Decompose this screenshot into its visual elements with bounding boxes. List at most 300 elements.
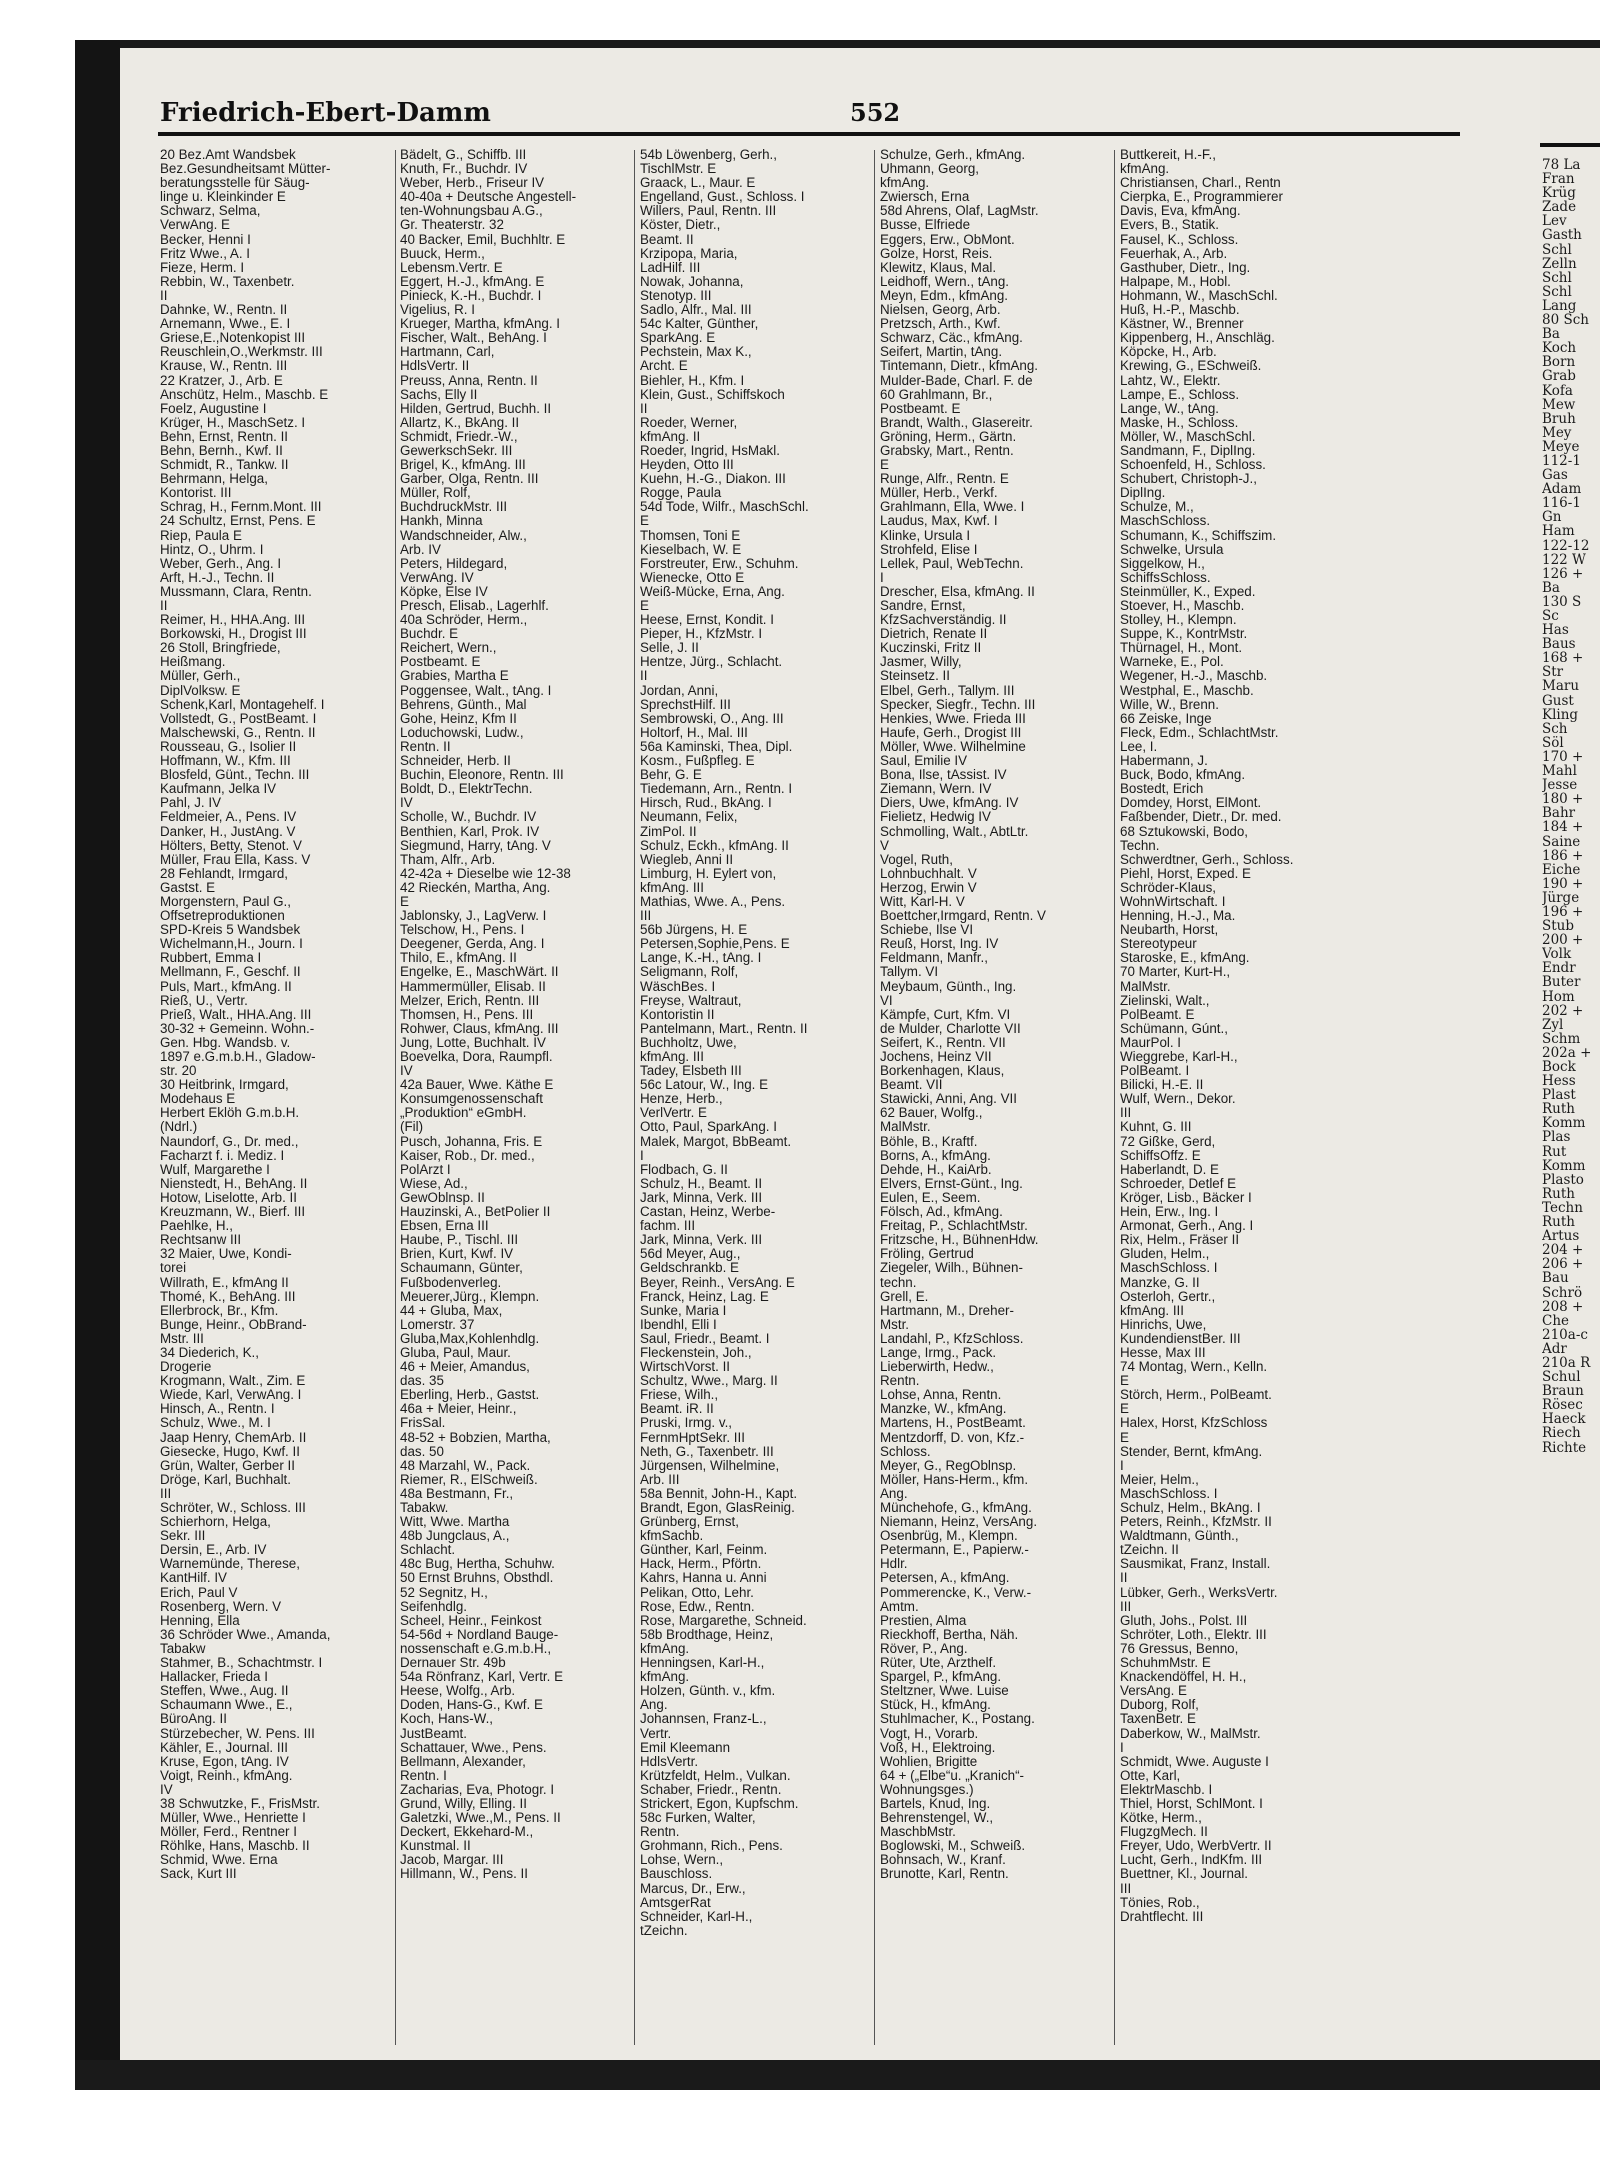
directory-entry-line: Röhlke, Hans, Maschb. II <box>160 1839 310 1854</box>
directory-entry-line: (Fil) <box>400 1120 424 1135</box>
directory-entry-line: Witt, Karl-H. V <box>880 894 965 909</box>
directory-entry-line: Allartz, K., BkAng. II <box>400 415 520 430</box>
directory-entry-line: Elvers, Ernst-Günt., Ing. <box>880 1176 1023 1191</box>
directory-entry-line: Westphal, E., Maschb. <box>1120 683 1254 698</box>
directory-entry-line: GewOblnsp. II <box>400 1190 485 1205</box>
directory-entry-line: Lübker, Gerh., WerksVertr. <box>1120 1585 1278 1600</box>
directory-entry-line: Boglowski, M., Schweiß. <box>880 1839 1026 1854</box>
directory-entry-line: E <box>640 599 649 613</box>
next-page-stub: 208 + <box>1542 1299 1584 1314</box>
directory-entry-line: Haube, P., Tischl. III <box>400 1233 519 1248</box>
directory-entry-line: I <box>1120 1740 1124 1755</box>
next-page-stub: 210a-c <box>1542 1327 1588 1342</box>
directory-entry-line: Bohnsach, W., Kranf. <box>880 1853 1006 1868</box>
directory-entry-line: Müller, Herb., Verkf. <box>880 486 998 501</box>
directory-entry-line: Engelland, Gust., Schloss. I <box>640 190 805 205</box>
next-page-stub: Komm <box>1542 1116 1586 1131</box>
directory-entry-line: Mulder-Bade, Charl. F. de <box>880 373 1033 388</box>
directory-entry-line: Brunotte, Karl, Rentn. <box>880 1867 1009 1882</box>
next-page-stub: 116-1 <box>1542 496 1581 511</box>
directory-entry-line: Dietrich, Renate II <box>880 627 988 642</box>
directory-entry-line: Cierpka, E., Programmierer <box>1120 190 1283 205</box>
directory-entry-line: III <box>640 909 652 924</box>
next-page-stub: Kofa <box>1542 383 1573 398</box>
next-page-stub: Lev <box>1542 214 1567 229</box>
photo-border-bottom <box>75 2060 1600 2090</box>
directory-entry-line: Dahnke, W., Rentn. II <box>160 303 288 318</box>
directory-entry-line: Domdey, Horst, ElMont. <box>1120 796 1262 811</box>
directory-entry-line: Drahtflecht. III <box>1120 1909 1204 1924</box>
directory-entry-line: Vertr. <box>640 1726 672 1741</box>
directory-entry-line: Rüter, Ute, Arzthelf. <box>880 1656 997 1671</box>
directory-entry-line: 32 Maier, Uwe, Kondi- <box>160 1247 292 1262</box>
directory-entry-line: Beyer, Reinh., VersAng. E <box>640 1275 795 1290</box>
directory-entry-line: Ellerbrock, Br., Kfm. <box>160 1303 279 1318</box>
directory-entry-line: str. 20 <box>160 1064 197 1079</box>
directory-entry-line: Köpcke, H., Arb. <box>1120 345 1217 360</box>
directory-entry-line: Seifert, Martin, tAng. <box>880 345 1003 360</box>
directory-entry-line: Strickert, Egon, Kupfschm. <box>640 1796 799 1811</box>
directory-entry-line: Pantelmann, Mart., Rentn. II <box>640 1021 808 1036</box>
directory-entry-line: Niemann, Heinz, VersAng. <box>880 1515 1038 1530</box>
directory-entry-line: Warnemünde, Therese, <box>160 1557 300 1572</box>
directory-entry-line: Modehaus E <box>160 1092 236 1107</box>
directory-entry-line: 48-52 + Bobzien, Martha, <box>400 1430 551 1445</box>
directory-entry-line: „Produktion“ eGmbH. <box>400 1106 527 1121</box>
directory-entry-line: Kaiser, Rob., Dr. med., <box>400 1148 535 1163</box>
directory-entry-line: Pieper, H., KfzMstr. I <box>640 627 763 642</box>
directory-entry-line: Klinke, Ursula I <box>880 528 971 543</box>
directory-entry-line: Loduchowski, Ludw., <box>400 725 524 740</box>
directory-entry-line: 72 Gißke, Gerd, <box>1120 1134 1216 1149</box>
directory-entry-line: Sausmikat, Franz, Install. <box>1120 1557 1271 1572</box>
directory-entry-line: Willers, Paul, Rentn. III <box>640 204 777 219</box>
directory-entry-line: Marcus, Dr., Erw., <box>640 1881 746 1896</box>
directory-entry-line: Peters, Reinh., KfzMstr. II <box>1120 1515 1272 1530</box>
directory-entry-line: Zielinski, Walt., <box>1120 993 1210 1008</box>
directory-entry-line: Vogel, Ruth, <box>880 852 953 867</box>
directory-entry-line: Arb. III <box>640 1472 680 1487</box>
directory-entry-line: Seifert, K., Rentn. VII <box>880 1035 1006 1050</box>
directory-entry-line: Evers, B., Statik. <box>1120 218 1219 233</box>
directory-entry-line: 52 Segnitz, H., <box>400 1585 488 1600</box>
directory-entry-line: MaschSchloss. <box>1120 514 1211 529</box>
directory-entry-line: Lebensm.Vertr. E <box>400 260 503 275</box>
directory-entry-line: Tintemann, Dietr., kfmAng. <box>880 359 1039 374</box>
directory-entry-line: Martens, H., PostBeamt. <box>880 1416 1026 1431</box>
directory-entry-line: Mellmann, F., Geschf. II <box>160 965 301 980</box>
directory-entry-line: Hilden, Gertrud, Buchh. II <box>400 401 552 416</box>
directory-entry-line: Stoever, H., Maschb. <box>1120 599 1245 613</box>
directory-entry-line: Gröning, Herm., Gärtn. <box>880 429 1017 444</box>
directory-entry-line: MaschSchloss. I <box>1120 1261 1218 1276</box>
directory-entry-line: Freyer, Udo, WerbVertr. II <box>1120 1839 1272 1854</box>
directory-entry-line: Hallacker, Frieda I <box>160 1670 268 1685</box>
directory-entry-line: Ang. <box>880 1486 908 1501</box>
directory-entry-line: I <box>1120 1458 1124 1473</box>
directory-entry-line: linge u. Kleinkinder E <box>160 190 286 205</box>
next-page-stub: 170 + <box>1542 749 1584 765</box>
column-divider <box>634 150 635 2045</box>
directory-entry-line: Kruse, Egon, tAng. IV <box>160 1754 289 1769</box>
directory-entry-line: Eggers, Erw., ObMont. <box>880 232 1015 247</box>
directory-entry-line: SchiffsOffz. E <box>1120 1148 1201 1163</box>
directory-entry-line: 36 Schröder Wwe., Amanda, <box>160 1627 331 1642</box>
directory-entry-line: kfmAng. <box>880 176 930 191</box>
directory-entry-line: Presch, Elisab., Lagerhlf. <box>400 599 549 613</box>
directory-entry-line: Boldt, D., ElektrTechn. <box>400 782 533 797</box>
directory-entry-line: Konsumgenossenschaft <box>400 1092 543 1107</box>
directory-entry-line: Bartels, Knud, Ing. <box>880 1796 991 1811</box>
directory-entry-line: Reuß, Horst, Ing. IV <box>880 937 999 952</box>
directory-entry-line: Ang. <box>640 1698 668 1713</box>
directory-entry-line: kfmAng. III <box>1120 1303 1184 1318</box>
directory-entry-line: II <box>160 288 168 303</box>
directory-entry-line: Jablonsky, J., LagVerw. I <box>400 909 547 924</box>
directory-entry-line: Postbeamt. E <box>400 655 481 670</box>
directory-entry-line: Köster, Dietr., <box>640 218 721 233</box>
directory-entry-line: 40a Schröder, Herm., <box>400 613 528 628</box>
directory-entry-line: Rechtsanw III <box>160 1233 242 1248</box>
directory-entry-line: Puls, Mart., kfmAng. II <box>160 979 292 994</box>
directory-entry-line: Graack, L., Maur. E <box>640 176 756 191</box>
directory-entry-line: Koch, Hans-W., <box>400 1712 494 1727</box>
next-page-stub: Grab <box>1542 369 1576 384</box>
next-page-stub: Endr <box>1542 961 1576 976</box>
next-page-stub: Fran <box>1542 172 1575 187</box>
directory-entry-line: Möller, Ferd., Rentner I <box>160 1825 297 1840</box>
directory-entry-line: III <box>1120 1881 1132 1896</box>
directory-entry-line: Hölters, Betty, Stenot. V <box>160 838 302 853</box>
directory-entry-line: Kippenberg, H., Anschläg. <box>1120 331 1275 346</box>
directory-entry-line: Hauzinski, A., BetPolier II <box>400 1205 551 1220</box>
directory-entry-line: Bauschloss. <box>640 1867 713 1882</box>
directory-entry-line: Schröter, W., Schloss. III <box>160 1501 306 1515</box>
directory-entry-line: Schroeder, Detlef E <box>1120 1176 1237 1191</box>
directory-entry-line: Lucht, Gerh., IndKfm. III <box>1120 1853 1263 1868</box>
directory-entry-line: Holtorf, H., Mal. III <box>640 725 748 740</box>
directory-entry-line: Borns, A., kfmAng. <box>880 1148 991 1163</box>
directory-entry-line: 56b Jürgens, H. E <box>640 923 748 938</box>
directory-entry-line: II <box>640 669 648 684</box>
directory-entry-line: Pretzsch, Arth., Kwf. <box>880 317 1001 332</box>
next-page-stub: 196 + <box>1542 904 1584 920</box>
directory-entry-line: Steinmüller, K., Exped. <box>1120 584 1256 599</box>
directory-entry-line: 56a Kaminski, Thea, Dipl. <box>640 739 793 754</box>
directory-entry-line: Krewing, G., ESchweiß. <box>1120 359 1262 374</box>
directory-entry-line: Mentzdorff, D. von, Kfz.- <box>880 1430 1025 1445</box>
next-page-stub: Gust <box>1542 693 1574 708</box>
directory-entry-line: Fielietz, Hedwig IV <box>880 810 991 825</box>
directory-entry-line: kfmSachb. <box>640 1529 704 1544</box>
directory-entry-line: Münchehofe, G., kfmAng. <box>880 1501 1032 1515</box>
directory-entry-line: E <box>400 894 409 909</box>
next-page-stub: Riech <box>1542 1426 1581 1441</box>
directory-entry-line: 30 Heitbrink, Irmgard, <box>160 1078 289 1093</box>
directory-entry-line: Maske, H., Schloss. <box>1120 415 1239 430</box>
next-page-stub: Ruth <box>1542 1215 1575 1230</box>
directory-entry-line: Wandschneider, Alw., <box>400 528 527 543</box>
directory-entry-line: 1897 e.G.m.b.H., Gladow- <box>160 1050 316 1064</box>
directory-entry-line: Pinieck, K.-H., Buchdr. I <box>400 288 542 303</box>
next-page-stub: Maru <box>1542 679 1580 694</box>
directory-entry-line: 42 Rieckén, Martha, Ang. <box>400 880 551 895</box>
directory-entry-line: I <box>640 1148 644 1163</box>
directory-entry-line: Schmidt, Wwe. Auguste I <box>1120 1754 1269 1769</box>
directory-entry-line: Brien, Kurt, Kwf. IV <box>400 1247 514 1262</box>
next-page-stub: 206 + <box>1542 1257 1584 1272</box>
directory-entry-line: Schumann, K., Schiffszim. <box>1120 528 1277 543</box>
next-page-stub: 210a R <box>1542 1355 1591 1371</box>
directory-entry-line: 22 Kratzer, J., Arb. E <box>160 373 283 388</box>
directory-entry-line: Meier, Helm., <box>1120 1472 1199 1487</box>
directory-entry-line: Fausel, K., Schloss. <box>1120 232 1239 247</box>
directory-entry-line: nossenschaft e.G.m.b.H., <box>400 1641 552 1656</box>
directory-entry-line: Lee, I. <box>1120 739 1158 754</box>
directory-entry-line: Galetzki, Wwe.,M., Pens. II <box>400 1811 561 1826</box>
directory-entry-line: Petersen, A., kfmAng. <box>880 1571 1010 1586</box>
directory-entry-line: Stender, Bernt, kfmAng. <box>1120 1444 1263 1459</box>
directory-entry-line: Tadey, Elsbeth III <box>640 1064 742 1079</box>
directory-entry-line: Naundorf, G., Dr. med., <box>160 1134 299 1149</box>
directory-entry-line: Schmolling, Walt., AbtLtr. <box>880 824 1029 839</box>
next-page-stub: Che <box>1542 1313 1570 1328</box>
directory-entry-line: Weber, Herb., Friseur IV <box>400 176 545 191</box>
directory-entry-line: Rohwer, Claus, kfmAng. III <box>400 1021 559 1036</box>
directory-entry-line: IV <box>160 1782 173 1797</box>
next-page-stub: Schul <box>1542 1370 1581 1385</box>
directory-entry-line: Golze, Horst, Reis. <box>880 246 993 261</box>
next-page-stub: 168 + <box>1542 651 1584 666</box>
directory-entry-line: Thiel, Horst, SchlMont. I <box>1120 1796 1263 1811</box>
next-page-stub: Gas <box>1542 468 1568 483</box>
directory-entry-line: Castan, Heinz, Werbe- <box>640 1205 776 1220</box>
directory-entry-line: Runge, Alfr., Rentn. E <box>880 472 1009 487</box>
directory-entry-line: MaurPol. I <box>1120 1035 1182 1050</box>
directory-entry-line: Poggensee, Walt., tAng. I <box>400 683 552 698</box>
directory-entry-line: PolBeamt. I <box>1120 1064 1190 1079</box>
directory-entry-line: VerwAng. IV <box>400 570 474 585</box>
directory-entry-line: Sekr. III <box>160 1529 206 1544</box>
directory-entry-line: V <box>880 838 889 853</box>
next-page-text-stubs <box>1542 158 1600 1455</box>
directory-entry-line: Schiebe, Ilse VI <box>880 923 974 938</box>
next-page-stub: 180 + <box>1542 792 1584 807</box>
directory-entry-line: Daberkow, W., MalMstr. <box>1120 1726 1261 1741</box>
directory-entry-line: Feuerhak, A., Arb. <box>1120 246 1228 261</box>
directory-entry-line: 48b Jungclaus, A., <box>400 1529 510 1544</box>
directory-entry-line: E <box>1120 1402 1129 1417</box>
next-page-stub: 200 + <box>1542 933 1584 948</box>
directory-entry-line: Emil Kleemann <box>640 1740 731 1755</box>
directory-entry-line: Riemer, R., ElSchweiß. <box>400 1472 538 1487</box>
directory-entry-line: Tallym. VI <box>880 965 939 980</box>
directory-entry-line: Scheel, Heinr., Feinkost <box>400 1613 542 1628</box>
directory-entry-line: Grahlmann, Ella, Wwe. I <box>880 500 1025 515</box>
directory-entry-line: Landahl, P., KfzSchloss. <box>880 1331 1024 1346</box>
directory-entry-line: 48a Bestmann, Fr., <box>400 1486 514 1501</box>
directory-entry-line: Willrath, E., kfmAng II <box>160 1275 289 1290</box>
directory-entry-line: Melzer, Erich, Rentn. III <box>400 993 540 1008</box>
directory-entry-line: Steltzner, Wwe. Luise <box>880 1684 1009 1699</box>
directory-entry-line: Staroske, E., kfmAng. <box>1120 951 1250 966</box>
directory-entry-line: JustBeamt. <box>400 1726 467 1741</box>
directory-entry-line: Saul, Emilie IV <box>880 754 968 769</box>
directory-entry-line: Habermann, J. <box>1120 754 1208 769</box>
directory-entry-line: Borkowski, H., Drogist III <box>160 627 307 642</box>
directory-entry-line: Möller, W., MaschSchl. <box>1120 429 1256 444</box>
directory-entry-line: kfmAng. <box>640 1670 690 1685</box>
photo-border-left <box>75 40 120 2090</box>
directory-entry-line: Rentn. <box>640 1825 680 1840</box>
directory-entry-line: Doden, Hans-G., Kwf. E <box>400 1698 543 1713</box>
directory-entry-line: BuchdruckMstr. III <box>400 500 508 515</box>
directory-entry-line: beratungsstelle für Säug- <box>160 176 310 191</box>
directory-entry-line: Sunke, Maria I <box>640 1303 727 1318</box>
directory-entry-line: Waldtmann, Günth., <box>1120 1529 1239 1544</box>
directory-entry-line: Kreuzmann, W., Bierf. III <box>160 1205 306 1220</box>
directory-entry-line: Schulz, Eckh., kfmAng. II <box>640 838 789 853</box>
directory-entry-line: Geldschrankb. E <box>640 1261 739 1276</box>
directory-entry-line: techn. <box>880 1275 917 1290</box>
directory-entry-line: Gasthuber, Dietr., Ing. <box>1120 260 1251 275</box>
directory-entry-line: Rubbert, Emma I <box>160 951 262 966</box>
next-page-stub: Eiche <box>1542 862 1581 877</box>
directory-entry-line: Griese,E.,Notenkopist III <box>160 331 306 346</box>
directory-entry-line: Schröter, Loth., Elektr. III <box>1120 1627 1267 1642</box>
directory-entry-line: TischlMstr. E <box>640 162 717 177</box>
next-page-stub: 112-1 <box>1542 453 1581 469</box>
directory-entry-line: Eulen, E., Seem. <box>880 1190 981 1205</box>
directory-entry-line: Dersin, E., Arb. IV <box>160 1543 267 1558</box>
directory-entry-line: Thomé, K., BehAng. III <box>160 1289 296 1304</box>
directory-entry-line: AmtsgerRat <box>640 1895 711 1910</box>
directory-entry-line: Gluba,Max,Kohlenhdlg. <box>400 1331 540 1346</box>
directory-entry-line: Neubarth, Horst, <box>1120 923 1219 938</box>
directory-entry-line: Giesecke, Hugo, Kwf. II <box>160 1444 300 1459</box>
directory-entry-line: Rose, Edw., Rentn. <box>640 1599 755 1614</box>
directory-entry-line: Siggelkow, H., <box>1120 556 1205 571</box>
directory-entry-line: Fieze, Herm. I <box>160 260 245 275</box>
directory-entry-line: GewerkschSekr. III <box>400 443 513 458</box>
directory-entry-line: Grell, E. <box>880 1289 929 1304</box>
directory-entry-line: Lohnbuchhalt. V <box>880 866 977 881</box>
directory-entry-line: Vigelius, R. I <box>400 303 475 318</box>
directory-entry-line: Heißmang. <box>160 655 226 670</box>
directory-entry-line: Beamt. iR. II <box>640 1402 714 1417</box>
directory-entry-line: Brandt, Egon, GlasReinig. <box>640 1501 795 1515</box>
next-page-stub: 204 + <box>1542 1243 1584 1258</box>
directory-entry-line: 48 Marzahl, W., Pack. <box>400 1458 531 1473</box>
directory-entry-line: Hesse, Max III <box>1120 1345 1206 1360</box>
directory-entry-line: Halpape, M., Hobl. <box>1120 274 1231 289</box>
directory-entry-line: Wienecke, Otto E <box>640 570 745 585</box>
directory-entry-line: Bädelt, G., Schiffb. III <box>400 148 527 162</box>
directory-entry-line: Jacob, Margar. III <box>400 1853 504 1868</box>
directory-entry-line: Pommerencke, K., Verw.- <box>880 1585 1032 1600</box>
directory-entry-line: Weber, Gerh., Ang. I <box>160 556 282 571</box>
next-page-stub: Ham <box>1542 524 1575 539</box>
directory-entry-line: Kötke, Herm., <box>1120 1811 1202 1826</box>
next-page-stub: Has <box>1542 623 1569 638</box>
directory-entry-line: Henningsen, Karl-H., <box>640 1656 765 1671</box>
directory-entry-line: Wichelmann,H., Journ. I <box>160 937 303 952</box>
directory-entry-line: Bilicki, H.-E. II <box>1120 1078 1204 1093</box>
directory-entry-line: Jürgensen, Wilhelmine, <box>640 1458 780 1473</box>
directory-entry-line: Prestien, Alma <box>880 1613 967 1628</box>
directory-entry-line: Hotow, Liselotte, Arb. II <box>160 1190 297 1205</box>
directory-entry-line: Laudus, Max, Kwf. I <box>880 514 998 529</box>
photo-border-top <box>75 40 1600 48</box>
next-page-stub: Hess <box>1542 1074 1576 1089</box>
directory-entry-line: de Mulder, Charlotte VII <box>880 1021 1021 1036</box>
directory-entry-line: Mussmann, Clara, Rentn. <box>160 584 312 599</box>
directory-entry-line: Buttkereit, H.-F., <box>1120 148 1216 162</box>
directory-entry-line: 68 Sztukowski, Bodo, <box>1120 824 1249 839</box>
directory-entry-line: Feldmann, Manfr., <box>880 951 988 966</box>
directory-entry-line: Otto, Paul, SparkAng. I <box>640 1120 777 1135</box>
next-page-stub: Haeck <box>1542 1412 1586 1427</box>
next-page-stub: 126 + <box>1542 566 1584 581</box>
directory-entry-line: Duborg, Rolf, <box>1120 1698 1199 1713</box>
directory-entry-line: Freitag, P., SchlachtMstr. <box>880 1219 1028 1234</box>
directory-entry-line: Schulz, Helm., BkAng. I <box>1120 1501 1261 1515</box>
directory-entry-line: Elbel, Gerh., Tallym. III <box>880 683 1015 698</box>
directory-entry-line: Kröger, Lisb., Bäcker I <box>1120 1190 1252 1205</box>
directory-entry-line: Kämpfe, Curt, Kfm. VI <box>880 1007 1011 1022</box>
directory-entry-line: Grabies, Martha E <box>400 669 509 684</box>
next-page-stub: 122-12 <box>1542 538 1590 553</box>
directory-entry-line: Hirsch, Rud., BkAng. I <box>640 796 772 811</box>
next-page-stub: Bruh <box>1542 411 1576 426</box>
directory-entry-line: SprechstHilf. III <box>640 697 731 712</box>
directory-entry-line: Stolley, H., Klempn. <box>1120 613 1237 628</box>
directory-entry-line: Wiese, Ad., <box>400 1176 468 1191</box>
column-divider <box>874 150 875 2045</box>
directory-entry-line: Uhmann, Georg, <box>880 162 979 177</box>
directory-entry-line: Möller, Hans-Herm., kfm. <box>880 1472 1029 1487</box>
directory-entry-line: Möller, Wwe. Wilhelmine <box>880 739 1026 754</box>
directory-entry-line: Stahmer, B., Schachtmstr. I <box>160 1656 323 1671</box>
directory-entry-line: Heyden, Otto III <box>640 458 734 473</box>
directory-entry-line: Bona, Ilse, tAssist. IV <box>880 768 1007 783</box>
next-page-stub: Richte <box>1542 1440 1587 1455</box>
directory-entry-line: Dröge, Karl, Buchhalt. <box>160 1472 291 1487</box>
directory-entry-line: Knackendöffel, H. H., <box>1120 1670 1247 1685</box>
next-page-stub: Techn <box>1542 1200 1583 1216</box>
directory-entry-line: Reuschlein,O.,Werkmstr. III <box>160 345 323 360</box>
directory-entry-line: 62 Bauer, Wolfg., <box>880 1106 983 1121</box>
directory-entry-line: Hammermüller, Elisab. II <box>400 979 546 994</box>
directory-entry-line: Schümann, Gúnt., <box>1120 1021 1228 1036</box>
directory-entry-line: Kontoristin II <box>640 1007 715 1022</box>
directory-entry-line: Beamt. VII <box>880 1078 943 1093</box>
directory-entry-line: Wiede, Karl, VerwAng. I <box>160 1388 302 1403</box>
directory-entry-line: Kaufmann, Jelka IV <box>160 782 277 797</box>
directory-entry-line: Schmidt, R., Tankw. II <box>160 458 289 473</box>
directory-entry-line: Pechstein, Max K., <box>640 345 752 360</box>
directory-entry-line: VerlVertr. E <box>640 1106 707 1121</box>
directory-entry-line: HdlsVertr. II <box>400 359 470 374</box>
directory-entry-line: Armonat, Gerh., Ang. I <box>1120 1219 1254 1234</box>
directory-entry-line: Bunge, Heinr., ObBrand- <box>160 1317 307 1332</box>
directory-entry-line: Hinrichs, Uwe, <box>1120 1317 1207 1332</box>
directory-entry-line: Prieß, Walt., HHA.Ang. III <box>160 1007 312 1022</box>
directory-entry-line: Fischer, Walt., BehAng. I <box>400 331 547 346</box>
directory-entry-line: Hartmann, Carl, <box>400 345 495 360</box>
directory-entry-line: 40-40a + Deutsche Angestell- <box>400 190 577 205</box>
directory-entry-line: kfmAng. <box>1120 162 1170 177</box>
